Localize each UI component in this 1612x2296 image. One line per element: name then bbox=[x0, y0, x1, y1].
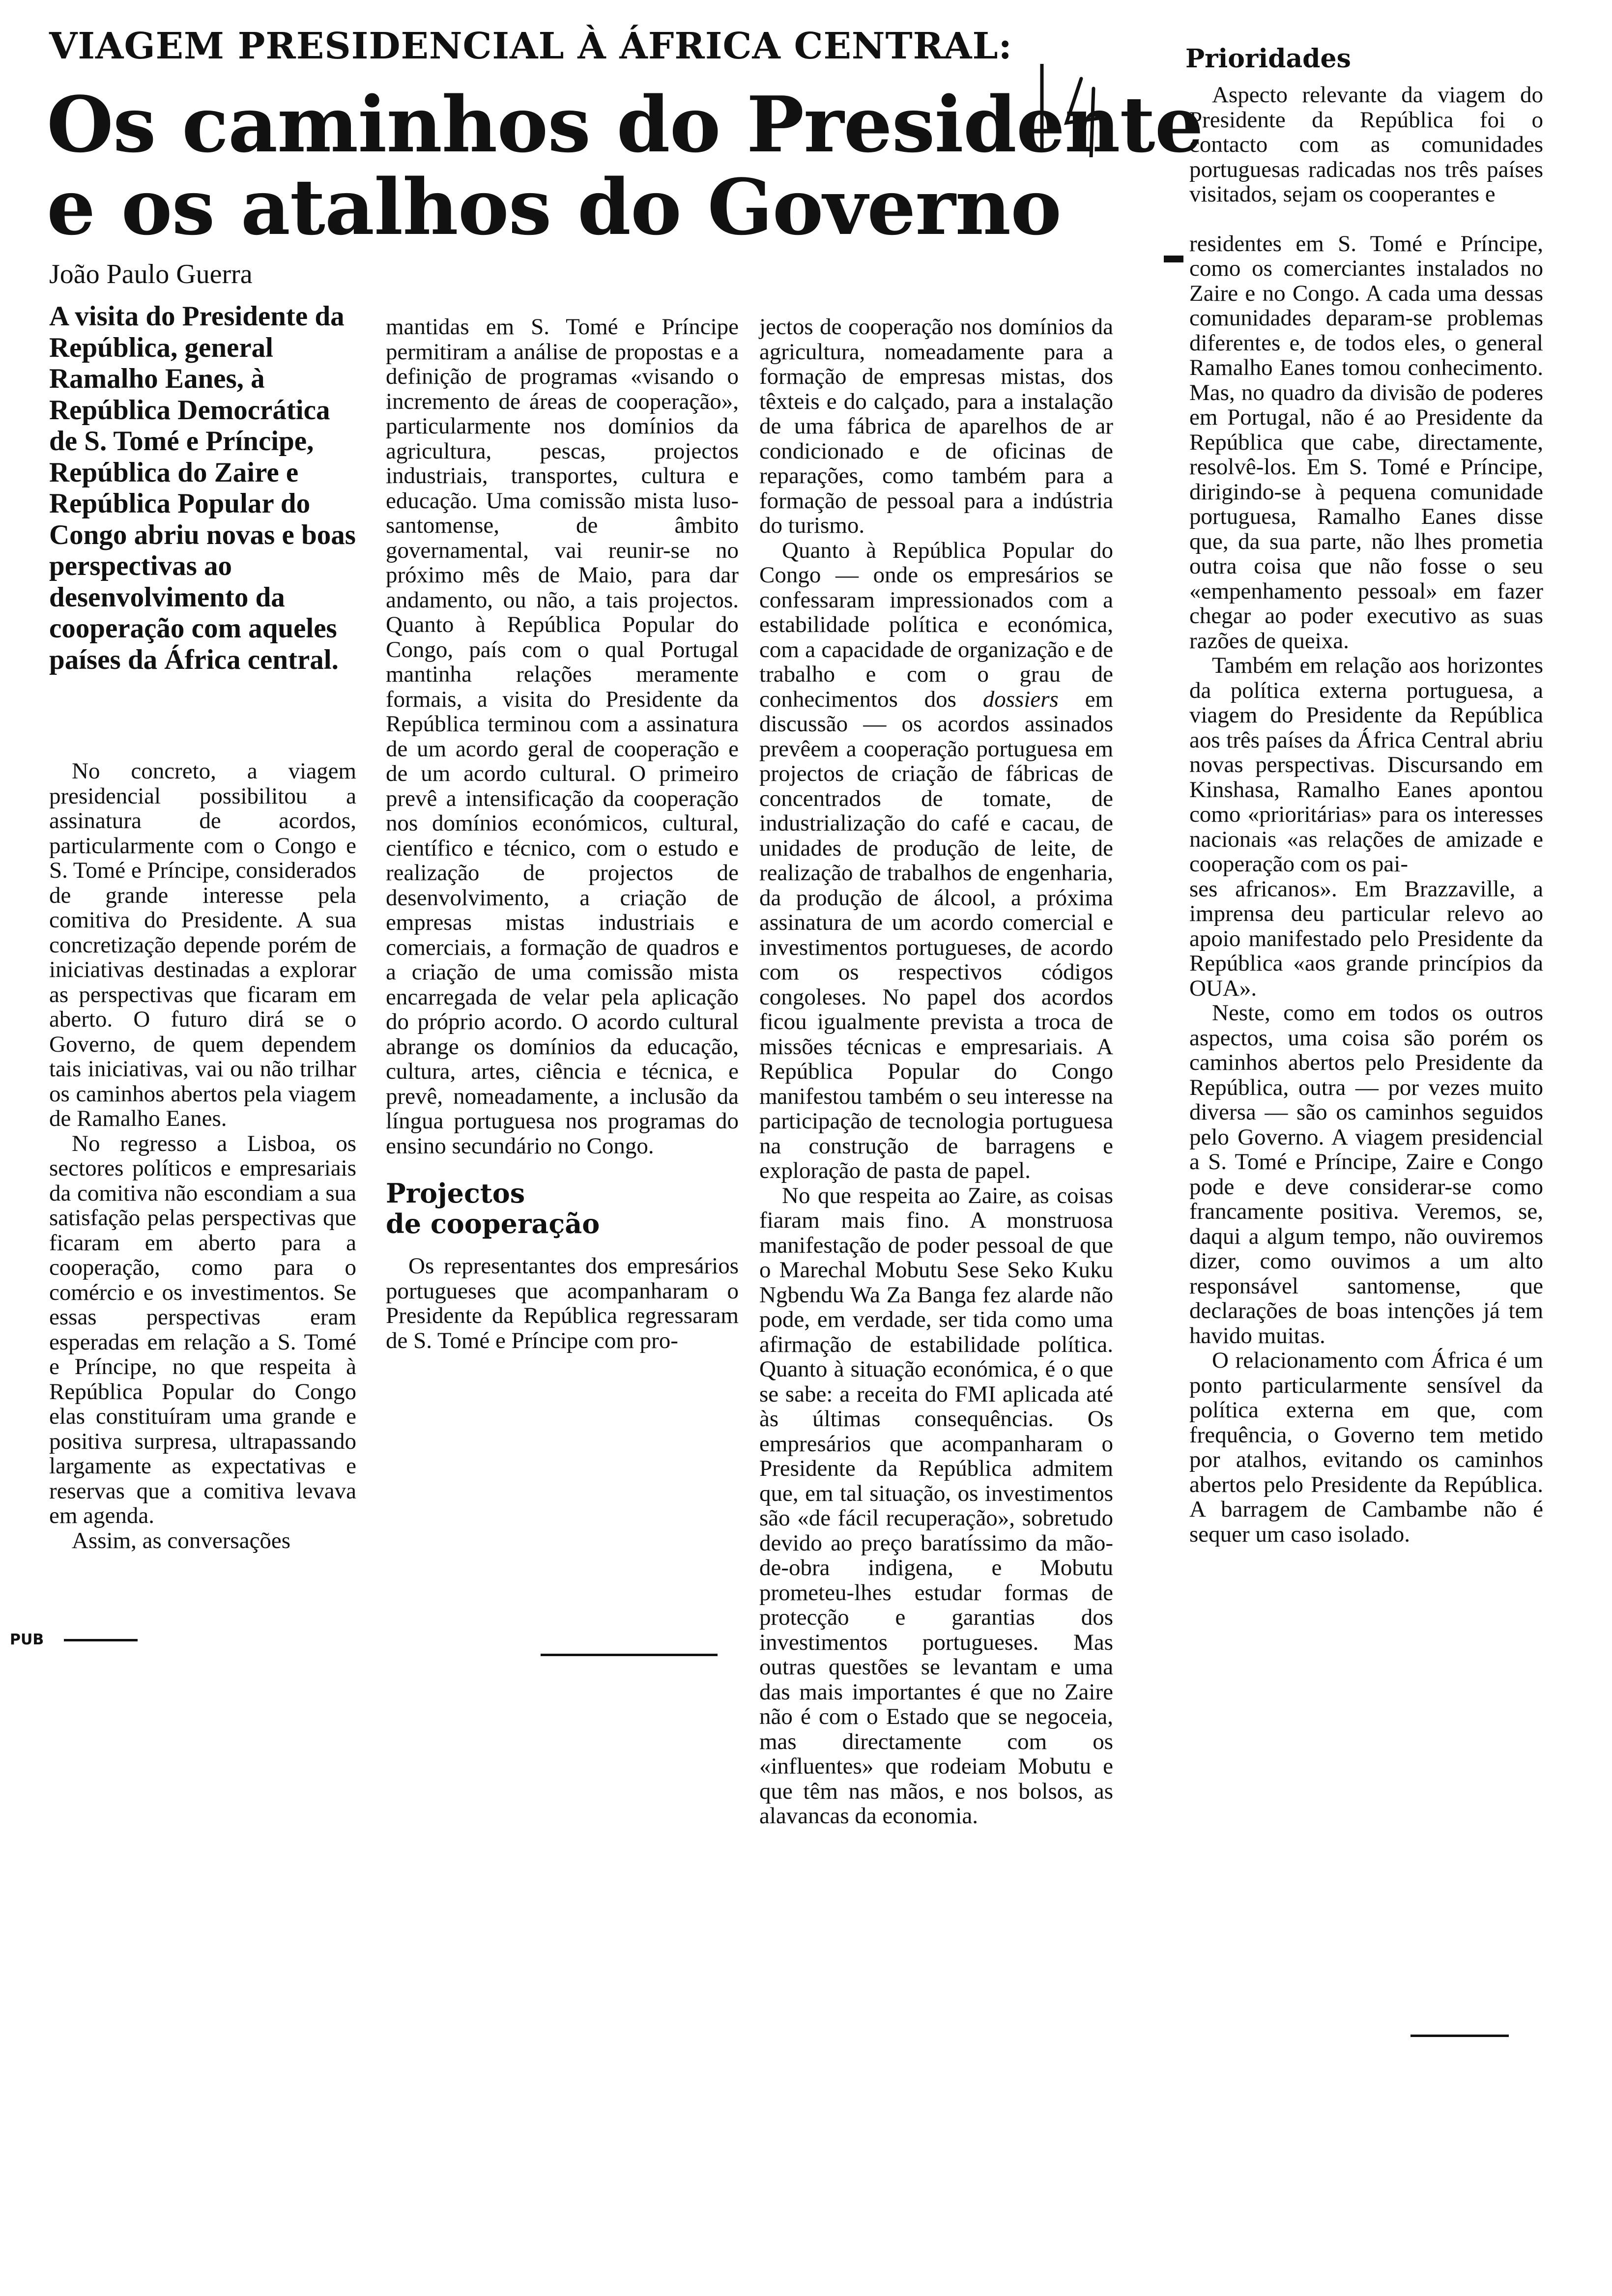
paragraph: No concreto, a viagem presidencial possibilitou a assinatura de acordos, particularmente com o Congo e S. Tomé e Príncipe, considerados de grande interesse pela comitiva do Presidente. A sua concretização depende porém de iniciativas destinadas a explorar as perspectivas que ficaram em aberto. O futuro dirá se o Governo, de quem dependem tais iniciativas, vai ou não trilhar os caminhos abertos pela viagem de Ramalho Eanes. bbox=[49, 758, 356, 1131]
article-column-2 bbox=[386, 315, 739, 1353]
column-rule bbox=[541, 1654, 718, 1656]
article-kicker: VIAGEM PRESIDENCIAL À ÁFRICA CENTRAL: bbox=[49, 25, 1012, 67]
text-run: Quanto à República Popular do Congo — onde os empresários se confessaram impressionados com a estabilidade política e económica, com a capacidade de organização e de trabalho e com o grau de conhecimentos dos bbox=[759, 537, 1113, 712]
text-run: em discussão — os acordos assinados prevêem a cooperação portuguesa em projectos de criação de fábricas de concentrados de tomate, de industrialização do café e cacau, de unidades de produção de leite, de realização de trabalhos de engenharia, da produção de álcool, a próxima assinatura de um acordo comercial e investimentos portugueses, de acordo com os respectivos códigos congoleses. No papel dos acordos ficou igualmente prevista a troca de missões técnicas e empresariais. A República Popular do Congo manifestou também o seu interesse na participação de tecnologia portuguesa na construção de barragens e exploração de pasta de papel. bbox=[759, 686, 1114, 1183]
paragraph: No que respeita ao Zaire, as coisas fiaram mais fino. A monstruosa manifestação de poder pessoal de que o Marechal Mobutu Sese Seko Kuku Ngbendu Wa Za Banga fez alarde não pode, em verdade, ser tida como uma afirmação de estabilidade política. Quanto à situação económica, é o que se sabe: a receita do FMI aplicada até às últimas consequências. Os empresários que acompanharam o Presidente da República admitem que, em tal situação, os investimentos são «de fácil recuperação», sobretudo devido ao preço baratíssimo da mão-de-obra indigena, e Mobutu prometeu-lhes estudar formas de protecção e garantias dos investimentos portugueses. Mas outras questões se levantam e uma das mais importantes é que no Zaire não é com o Estado que se negoceia, mas directamente com os «influentes» que rodeiam Mobutu e que têm nas mãos, e nos bolsos, as alavancas da economia. bbox=[759, 1182, 1113, 1829]
subheading bbox=[386, 1178, 739, 1239]
paragraph: No regresso a Lisboa, os sectores políticos e empresariais da comitiva não escondiam a sua satisfação pelas perspectivas que ficaram em aberto para a cooperação, como para o comércio e os investimentos. Se essas perspectivas eram esperadas em relação a S. Tomé e Príncipe, no que respeita à República Popular do Congo elas constituíram uma grande e positiva surpresa, ultrapassando largamente as expectativas e reservas que a comitiva levava em agenda. bbox=[49, 1130, 356, 1528]
article-column-4 bbox=[1189, 83, 1543, 1547]
article-byline: João Paulo Guerra bbox=[49, 259, 253, 289]
article-headline bbox=[47, 80, 1203, 252]
paragraph: O relacionamento com África é um ponto particularmente sensível da política externa em que, com frequência, o Governo tem metido por atalhos, evitando os caminhos abertos pelo Presidente da República. A barragem de Cambambe não é sequer um caso isolado. bbox=[1189, 1348, 1543, 1547]
handwritten-page-number bbox=[1027, 59, 1125, 157]
paragraph: Aspecto relevante da viagem do Presidente da República foi o contacto com as comunidades portuguesas radicadas nos três países visitados, sejam os cooperantes e bbox=[1189, 82, 1543, 207]
paragraph bbox=[759, 538, 1113, 1183]
paragraph: ses africanos». Em Brazzaville, a imprensa deu particular relevo ao apoio manifestado pelo Presidente da República «aos grande princípios da OUA». bbox=[1189, 876, 1543, 1001]
column-rule bbox=[1164, 256, 1183, 262]
column-rule bbox=[1410, 2035, 1509, 2037]
paragraph: Assim, as conversações bbox=[72, 1527, 291, 1553]
subheading-line-1: Projectos bbox=[386, 1177, 525, 1209]
article-column-1 bbox=[49, 301, 356, 1553]
article-lead: A visita do Presidente da República, general Ramalho Eanes, à República Democrática de S. Tomé e Príncipe, República do Zaire e República Popular do Congo abriu novas e boas perspectivas ao desenvolvimento da cooperação com aqueles países da África central. bbox=[49, 301, 356, 675]
paragraph: jectos de cooperação nos domínios da agricultura, nomeadamente para a formação de empresas mistas, dos têxteis e do calçado, para a instalação de uma fábrica de aparelhos de ar condicionado e de oficinas de reparações, como também para a formação de pessoal para a indústria do turismo. bbox=[759, 314, 1113, 538]
pub-mark: PUB bbox=[10, 1631, 44, 1648]
sidebar-heading: Prioridades bbox=[1185, 44, 1351, 74]
subheading-line-2: de cooperação bbox=[386, 1208, 600, 1239]
headline-line-2: e os atalhos do Governo bbox=[47, 162, 1062, 252]
paragraph: Também em relação aos horizontes da política externa portuguesa, a viagem do Presidente da República aos três países da África Central abriu novas perspectivas. Discursando em Kinshasa, Ramalho Eanes apontou como «prioritárias» para os interesses nacionais «as relações de amizade e cooperação com os pai- bbox=[1189, 653, 1543, 877]
column-rule bbox=[64, 1639, 138, 1641]
paragraph: Neste, como em todos os outros aspectos, uma coisa são porém os caminhos abertos pelo Presidente da República, outra — por vezes muito diversa — são os caminhos seguidos pelo Governo. A viagem presidencial a S. Tomé e Príncipe, Zaire e Congo pode e deve considerar-se como francamente positiva. Veremos, se, daqui a algum tempo, não ouviremos dizer, como ouvimos a um alto responsável santomense, que declarações de boas intenções já tem havido muitas. bbox=[1189, 1000, 1543, 1349]
paragraph: residentes em S. Tomé e Príncipe, como os comerciantes instalados no Zaire e no Congo. A cada uma dessas comunidades deparam-se problemas diferentes e, de todos eles, o general Ramalho Eanes tomou conhecimento. Mas, no quadro da divisão de poderes em Portugal, não é ao Presidente da República que cabe, directamente, resolvê-los. Em S. Tomé e Príncipe, dirigindo-se à pequena comunidade portuguesa, Ramalho Eanes disse que, da sua parte, não lhes prometia outra coisa que não fosse o seu «empenhamento pessoal» em fazer chegar ao poder executivo as suas razões de queixa. bbox=[1189, 230, 1543, 654]
paragraph: mantidas em S. Tomé e Príncipe permitiram a análise de propostas e a definição de programas «visando o incremento de áreas de cooperação», particularmente nos domínios da agricultura, pescas, projectos industriais, transportes, cultura e educação. Uma comissão mista luso-santomense, de âmbito governamental, vai reunir-se no próximo mês de Maio, para dar andamento, ou não, a tais projectos. Quanto à República Popular do Congo, país com o qual Portugal mantinha relações meramente formais, a visita do Presidente da República terminou com a assinatura de um acordo geral de cooperação e de um acordo cultural. O primeiro prevê a intensificação da cooperação nos domínios económicos, cultural, científico e técnico, com o estudo e realização de projectos de desenvolvimento, a criação de empresas mistas industriais e comerciais, a formação de quadros e a criação de uma comissão mista encarregada de velar pela aplicação do próprio acordo. O acordo cultural abrange os domínios da educação, cultura, artes, ciência e técnica, e prevê, nomeadamente, a inclusão da língua portuguesa nos programas do ensino secundário no Congo. bbox=[386, 314, 739, 1159]
italic-word: dossiers bbox=[982, 686, 1059, 712]
paragraph: Os representantes dos empresários portugueses que acompanharam o Presidente da República regressaram de S. Tomé e Príncipe com pro- bbox=[386, 1253, 739, 1353]
article-column-3 bbox=[759, 315, 1113, 1829]
headline-line-1: Os caminhos do Presidente bbox=[47, 80, 1203, 170]
